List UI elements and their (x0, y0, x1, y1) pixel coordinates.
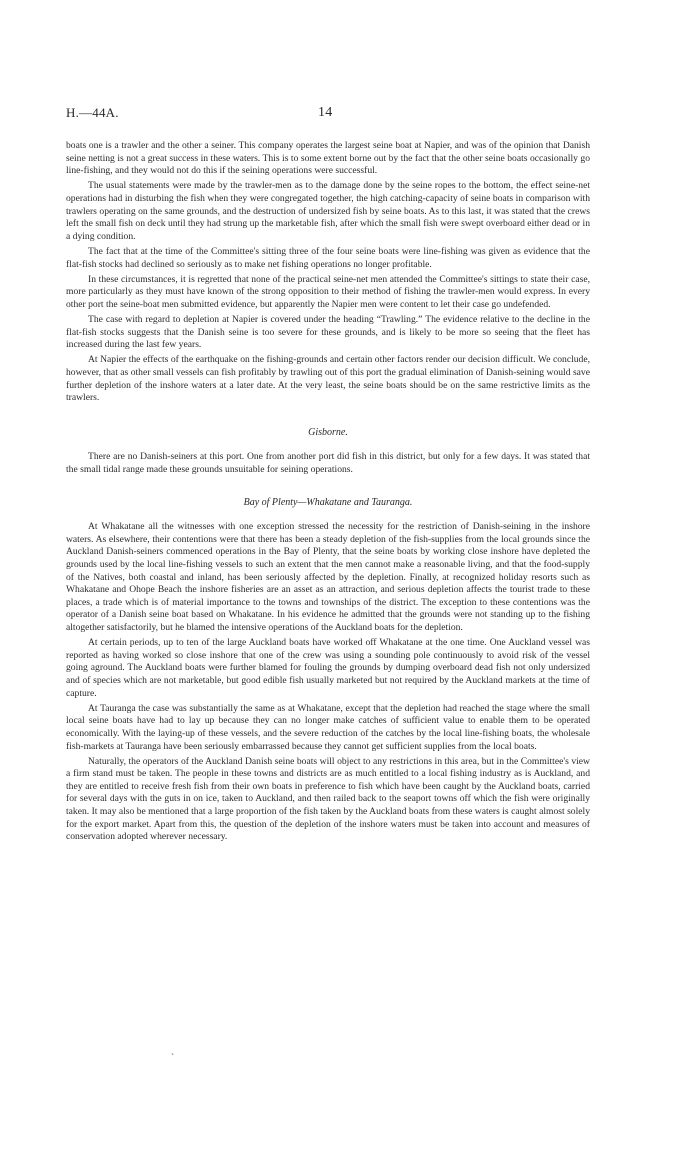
page-number: 14 (318, 105, 333, 120)
paragraph: At certain periods, up to ten of the large Auckland boats have worked off Whakatane at the one time. One Auckland vessel was reported as having worked so close inshore that one of the crew was using a sounding pole continuously to avoid risk of the vessel going aground. The Auckland boats were further blamed for fouling the grounds by dumping overboard dead fish not only undersized and of species which are not marketable, but good edible fish usually marketed but not required by the Auckland markets at the time of capture. (66, 637, 590, 699)
paragraph: The fact that at the time of the Committee's sitting three of the four seine boats were line-fishing was given as evidence that the flat-fish stocks had declined so seriously as to make net fishing operations no longer profitable. (66, 245, 590, 270)
paragraph: At Napier the effects of the earthquake on the fishing-grounds and certain other factors render our decision difficult. We conclude, however, that as other small vessels can fish profitably by trawling out of this port the gradual elimination of Danish-seining would save further depletion of the inshore waters at a later date. At the very least, the seine boats should be on the same restrictive limits as the trawlers. (66, 354, 590, 404)
paragraph: boats one is a trawler and the other a seiner. This company operates the largest seine boat at Napier, and was of the opinion that Danish seine netting is not a great success in these waters. This is to some extent borne out by the fact that the other seine boats occasionally go line-fishing, and they would not do this if the seining operations were successful. (66, 140, 590, 177)
paragraph: Naturally, the operators of the Auckland Danish seine boats will object to any restrictions in this area, but in the Committee's view a firm stand must be taken. The people in these towns and districts are as much entitled to a local fishing industry as is Auckland, and they are entitled to receive fresh fish from their own boats in preference to fish which have been caught by the Auckland boats, carried for several days with the guts in on ice, taken to Auckland, and then railed back to the seaport towns off which the fish were originally taken. It may also be mentioned that a large proportion of the fish taken by the Auckland boats from these waters is caught almost solely for the export market. Apart from this, the question of the depletion of the inshore waters must be taken into account and measures of conservation adopted wherever necessary. (66, 755, 590, 843)
page-header (66, 105, 590, 123)
paragraph: At Tauranga the case was substantially the same as at Whakatane, except that the depletion had reached the stage where the small local seine boats have had to lay up because they can no longer make catches of sufficient value to enable them to be operated economically. With the laying-up of these vessels, and the severe reduction of the catches by the local line-fishing boats, the wholesale fish-markets at Tauranga have been seriously embarrassed because they cannot get sufficient supplies from the local boats. (66, 702, 590, 752)
paragraph: The usual statements were made by the trawler-men as to the damage done by the seine ropes to the bottom, the effect seine-net operations had in disturbing the fish when they were congregated together, the high catching-capacity of seine boats in comparison with trawlers operating on the same grounds, and the destruction of undersized fish by seine boats. As to this last, it was stated that the crews left the small fish on deck until they had strung up the marketable fish, after which the small fish were swept overboard either dead or in a dying condition. (66, 180, 590, 242)
printer-mark: ` (171, 1052, 174, 1062)
paragraph: The case with regard to depletion at Napier is covered under the heading “Trawling.” The evidence relative to the decline in the flat-fish stocks suggests that the Danish seine is too severe for these grounds, and is likely to be more so seeing that the fleet has increased during the last few years. (66, 314, 590, 351)
document-reference: H.—44A. (66, 105, 119, 120)
document-body (66, 140, 590, 846)
section-heading-bay-of-plenty: Bay of Plenty—Whakatane and Tauranga. (243, 496, 413, 508)
paragraph: In these circumstances, it is regretted that none of the practical seine-net men attended the Committee's sittings to state their case, more particularly as they must have known of the strong opposition to their method of fishing the trawler-men would express. In every other port the seine-boat men submitted evidence, but apparently the Napier men were content to let their case go undefended. (66, 273, 590, 310)
paragraph: There are no Danish-seiners at this port. One from another port did fish in this district, but only for a few days. It was stated that the small tidal range made these grounds unsuitable for seining operations. (66, 451, 590, 476)
section-heading-gisborne: Gisborne. (308, 426, 348, 438)
paragraph: At Whakatane all the witnesses with one exception stressed the necessity for the restriction of Danish-seining in the inshore waters. As elsewhere, their contentions were that there has been a steady depletion of the fish-supplies from the local grounds since the Auckland Danish-seiners commenced operations in the Bay of Plenty, that the seine boats by working close inshore have depleted the grounds used by the local line-fishing vessels to such an extent that the men cannot make a reasonable living, and that the food-supply of the Natives, both coastal and inland, has been seriously affected by the depletion. Finally, at recognized holiday resorts such as Whakatane and Ohope Beach the inshore fisheries are an asset as an attraction, and serious depletion affects the tourist trade to these places, a trade which is of material importance to the towns and townships of the district. The exception to these contentions was the operator of a Danish seine boat based on Whakatane. In his evidence he admitted that the grounds were not standing up to the fishing altogether satisfactorily, but he blamed the intensive operations of the Auckland boats for the depletion. (66, 521, 590, 633)
